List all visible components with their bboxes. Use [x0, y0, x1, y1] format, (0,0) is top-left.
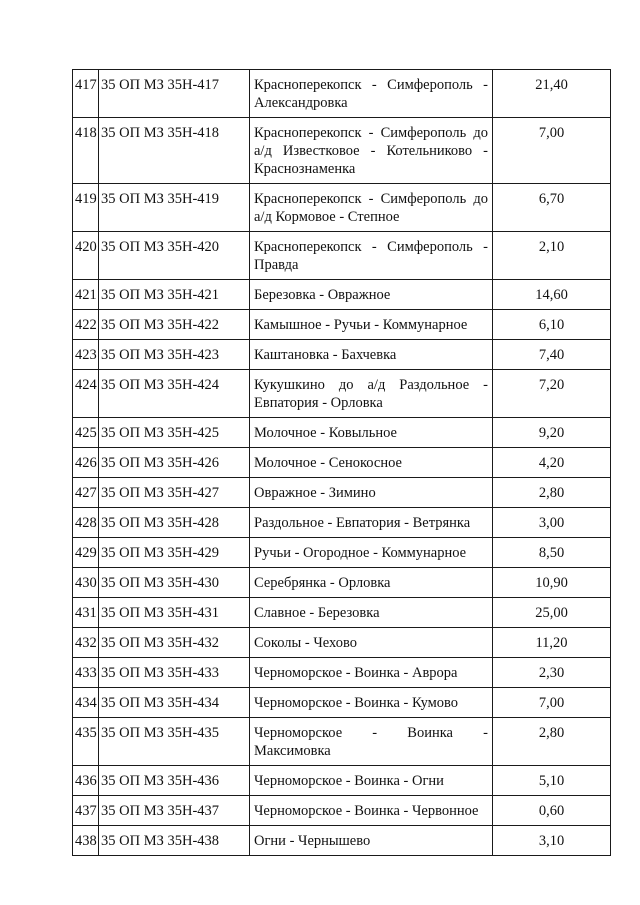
table-row: [73, 508, 611, 538]
road-name: Славное - Березовка: [250, 598, 493, 628]
table-row: [73, 232, 611, 280]
road-length: 11,20: [493, 628, 611, 658]
road-name: Молочное - Сенокосное: [250, 448, 493, 478]
table-row: [73, 538, 611, 568]
table-row: [73, 478, 611, 508]
row-number: 425: [73, 418, 99, 448]
road-name: Черноморское - Воинка - Огни: [250, 766, 493, 796]
road-length: 10,90: [493, 568, 611, 598]
road-name: Красноперекопск - Симферополь - Правда: [250, 232, 493, 280]
road-name: Молочное - Ковыльное: [250, 418, 493, 448]
road-length: 3,10: [493, 826, 611, 856]
road-code: 35 ОП МЗ 35Н-433: [99, 658, 250, 688]
row-number: 433: [73, 658, 99, 688]
road-code: 35 ОП МЗ 35Н-418: [99, 118, 250, 184]
road-length: 9,20: [493, 418, 611, 448]
table-row: [73, 796, 611, 826]
road-length: 25,00: [493, 598, 611, 628]
road-code: 35 ОП МЗ 35Н-435: [99, 718, 250, 766]
road-length: 6,70: [493, 184, 611, 232]
row-number: 434: [73, 688, 99, 718]
row-number: 421: [73, 280, 99, 310]
row-number: 437: [73, 796, 99, 826]
table-row: [73, 688, 611, 718]
road-code: 35 ОП МЗ 35Н-434: [99, 688, 250, 718]
road-code: 35 ОП МЗ 35Н-438: [99, 826, 250, 856]
road-length: 3,00: [493, 508, 611, 538]
table-row: [73, 628, 611, 658]
row-number: 418: [73, 118, 99, 184]
table-row: [73, 118, 611, 184]
road-length: 5,10: [493, 766, 611, 796]
road-name: Серебрянка - Орловка: [250, 568, 493, 598]
road-code: 35 ОП МЗ 35Н-420: [99, 232, 250, 280]
road-code: 35 ОП МЗ 35Н-422: [99, 310, 250, 340]
row-number: 419: [73, 184, 99, 232]
road-code: 35 ОП МЗ 35Н-436: [99, 766, 250, 796]
road-length: 2,80: [493, 478, 611, 508]
table-row: [73, 280, 611, 310]
road-name: Красноперекопск - Симферополь - Александровка: [250, 70, 493, 118]
road-code: 35 ОП МЗ 35Н-424: [99, 370, 250, 418]
road-name: Раздольное - Евпатория - Ветрянка: [250, 508, 493, 538]
table-row: [73, 184, 611, 232]
road-code: 35 ОП МЗ 35Н-421: [99, 280, 250, 310]
road-name: Черноморское - Воинка - Аврора: [250, 658, 493, 688]
road-code: 35 ОП МЗ 35Н-429: [99, 538, 250, 568]
table-row: [73, 370, 611, 418]
row-number: 422: [73, 310, 99, 340]
road-name: Березовка - Овражное: [250, 280, 493, 310]
row-number: 435: [73, 718, 99, 766]
row-number: 423: [73, 340, 99, 370]
row-number: 424: [73, 370, 99, 418]
table-row: [73, 70, 611, 118]
road-length: 8,50: [493, 538, 611, 568]
road-length: 14,60: [493, 280, 611, 310]
road-code: 35 ОП МЗ 35Н-423: [99, 340, 250, 370]
road-code: 35 ОП МЗ 35Н-428: [99, 508, 250, 538]
road-length: 7,20: [493, 370, 611, 418]
road-length: 7,40: [493, 340, 611, 370]
road-name: Каштановка - Бахчевка: [250, 340, 493, 370]
table-row: [73, 826, 611, 856]
table-row: [73, 718, 611, 766]
row-number: 420: [73, 232, 99, 280]
road-name: Огни - Чернышево: [250, 826, 493, 856]
row-number: 428: [73, 508, 99, 538]
road-code: 35 ОП МЗ 35Н-426: [99, 448, 250, 478]
table-row: [73, 310, 611, 340]
road-length: 0,60: [493, 796, 611, 826]
row-number: 427: [73, 478, 99, 508]
row-number: 436: [73, 766, 99, 796]
table-row: [73, 658, 611, 688]
road-name: Ручьи - Огородное - Коммунарное: [250, 538, 493, 568]
road-name: Овражное - Зимино: [250, 478, 493, 508]
road-code: 35 ОП МЗ 35Н-425: [99, 418, 250, 448]
road-length: 2,30: [493, 658, 611, 688]
table-row: [73, 340, 611, 370]
road-length: 7,00: [493, 688, 611, 718]
roads-table: [72, 69, 611, 856]
road-name: Кукушкино до а/д Раздольное - Евпатория - Орловка: [250, 370, 493, 418]
table-row: [73, 418, 611, 448]
row-number: 417: [73, 70, 99, 118]
row-number: 432: [73, 628, 99, 658]
table-row: [73, 766, 611, 796]
road-code: 35 ОП МЗ 35Н-437: [99, 796, 250, 826]
road-name: Черноморское - Воинка - Максимовка: [250, 718, 493, 766]
road-length: 21,40: [493, 70, 611, 118]
row-number: 426: [73, 448, 99, 478]
road-name: Соколы - Чехово: [250, 628, 493, 658]
road-code: 35 ОП МЗ 35Н-430: [99, 568, 250, 598]
row-number: 429: [73, 538, 99, 568]
row-number: 430: [73, 568, 99, 598]
road-length: 6,10: [493, 310, 611, 340]
road-name: Камышное - Ручьи - Коммунарное: [250, 310, 493, 340]
road-code: 35 ОП МЗ 35Н-417: [99, 70, 250, 118]
road-length: 4,20: [493, 448, 611, 478]
road-name: Черноморское - Воинка - Червонное: [250, 796, 493, 826]
row-number: 431: [73, 598, 99, 628]
road-code: 35 ОП МЗ 35Н-419: [99, 184, 250, 232]
row-number: 438: [73, 826, 99, 856]
road-length: 2,80: [493, 718, 611, 766]
road-length: 7,00: [493, 118, 611, 184]
road-code: 35 ОП МЗ 35Н-432: [99, 628, 250, 658]
roads-table-body: [73, 70, 611, 856]
road-code: 35 ОП МЗ 35Н-427: [99, 478, 250, 508]
road-length: 2,10: [493, 232, 611, 280]
road-name: Красноперекопск - Симферополь до а/д Известковое - Котельниково - Краснознаменка: [250, 118, 493, 184]
table-row: [73, 568, 611, 598]
road-name: Черноморское - Воинка - Кумово: [250, 688, 493, 718]
road-code: 35 ОП МЗ 35Н-431: [99, 598, 250, 628]
table-row: [73, 448, 611, 478]
table-row: [73, 598, 611, 628]
road-name: Красноперекопск - Симферополь до а/д Кормовое - Степное: [250, 184, 493, 232]
